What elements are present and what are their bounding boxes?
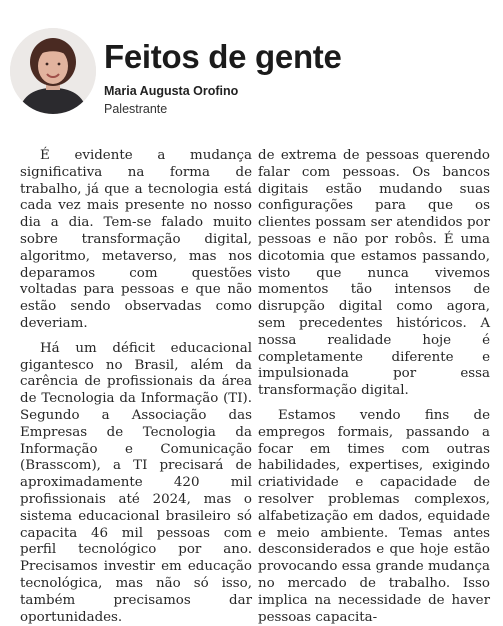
paragraph: É evidente a mudança significativa na forma de trabalho, já que a tecnologia está cada vez mais presente no nosso dia a dia. Tem-se falado muito sobre transformação digital, algoritmo, metaverso, mas nos deparamos com questões voltadas para pessoas e que não estão sendo observadas como deveriam. bbox=[20, 148, 252, 331]
author-portrait-icon bbox=[10, 28, 96, 114]
article-header bbox=[0, 0, 503, 140]
right-column bbox=[258, 148, 490, 626]
paragraph: Estamos vendo fins de empregos formais, passando a focar em times com outras habilidades, expertises, exigindo criatividade e capacidade de resolver problemas complexos, alfabetização em dados, equidade e meio ambiente. Temas antes desconsiderados e que hoje estão provocando essa grande mudança no mercado de trabalho. Isso implica na necessidade de haver pessoas capacita- bbox=[258, 407, 490, 625]
paragraph: Há um déficit educacional gigantesco no Brasil, além da carência de profissionais da área de Tecnologia da Informação (TI). Segundo a Associação das Empresas de Tecnologia da Informação e Comunicação (Brasscom), a TI precisará de aproximadamente 420 mil profissionais até 2024, mas o sistema educacional brasileiro só capacita 46 mil pessoas com perfil tecnológico por ano. Precisamos investir em educação tecnológica, mas não só isso, também precisamos dar oportunidades. bbox=[20, 340, 252, 625]
article-title: Feitos de gente bbox=[104, 38, 342, 75]
author-photo bbox=[10, 28, 96, 114]
author-role: Palestrante bbox=[104, 102, 168, 116]
author-name: Maria Augusta Orofino bbox=[104, 84, 239, 98]
left-column bbox=[20, 148, 252, 626]
paragraph: de extrema de pessoas querendo falar com pessoas. Os bancos digitais estão mudando suas configurações para que os clientes possam ser atendidos por pessoas e não por robôs. É uma dicotomia que estamos passando, visto que nunca vivemos momentos tão intensos de disrupção digital como agora, sem precedentes históricos. A nossa realidade hoje é completamente diferente e impulsionada por essa transformação digital. bbox=[258, 148, 490, 399]
